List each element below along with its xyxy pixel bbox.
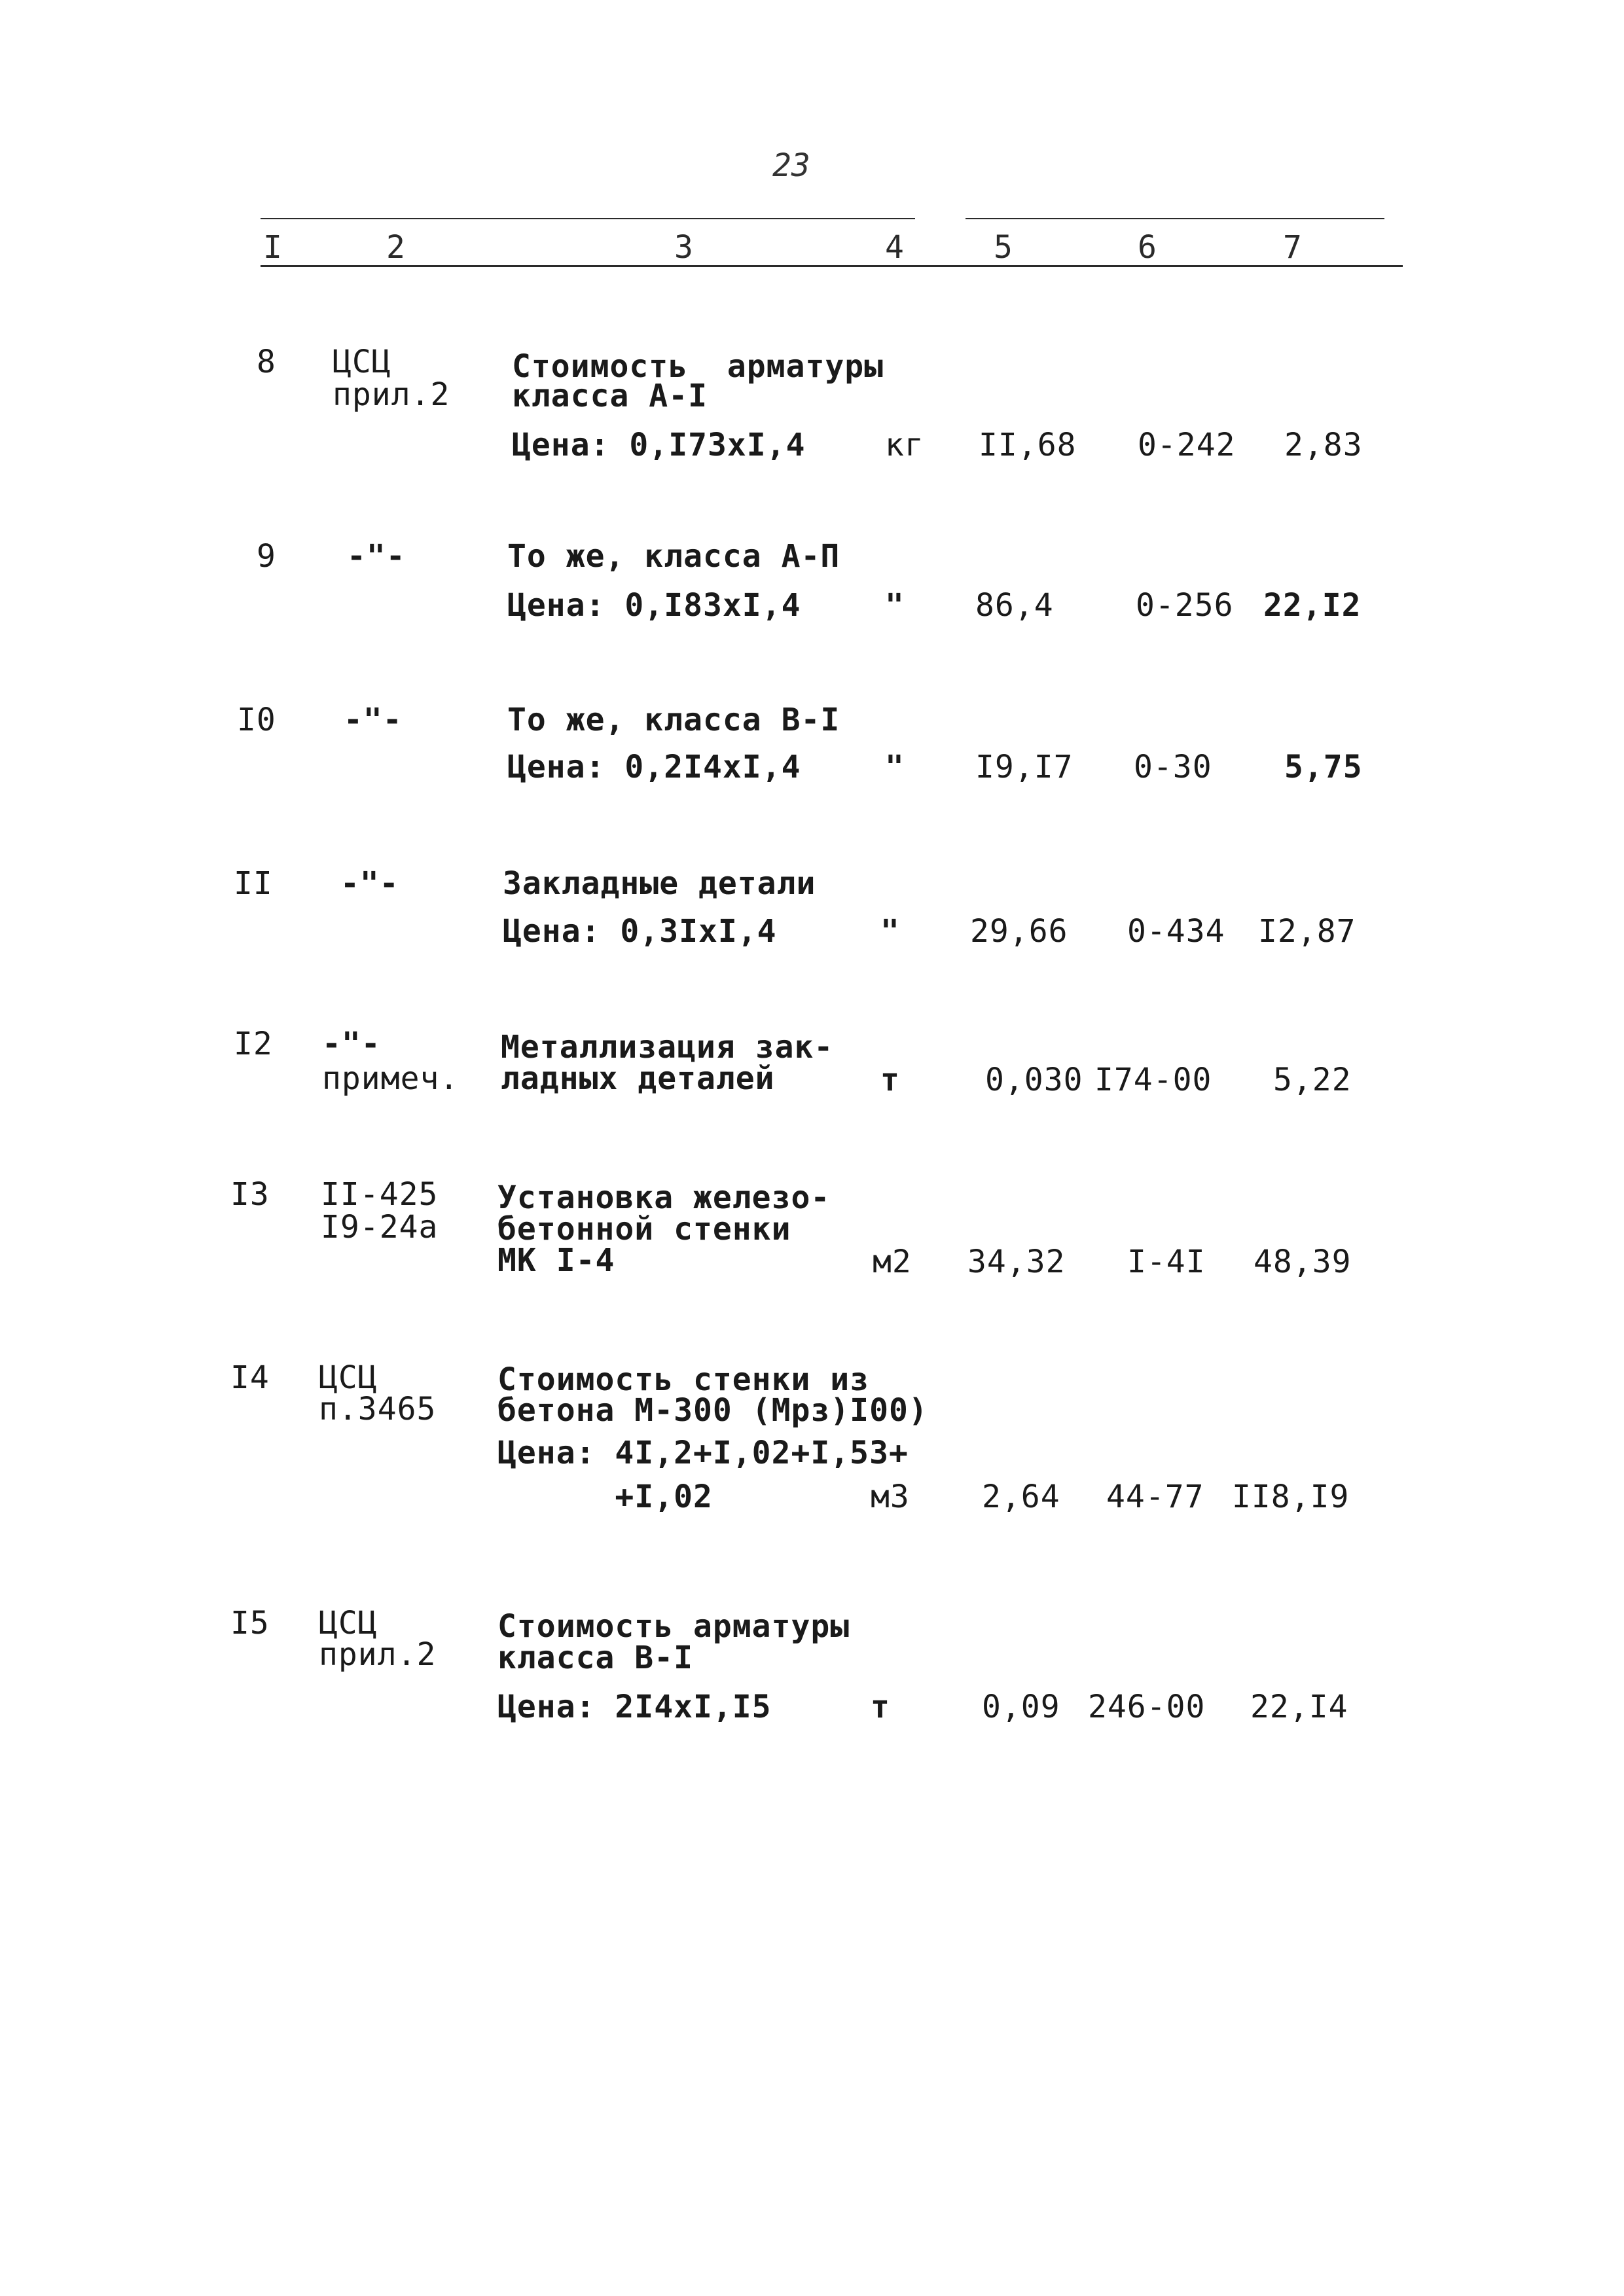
- row-rate: 0-256: [1136, 587, 1234, 624]
- row-number: II: [234, 865, 273, 902]
- row-quantity: 34,32: [967, 1244, 1066, 1280]
- row-rate: 0-30: [1134, 749, 1212, 785]
- row-total: 22,I2: [1263, 587, 1362, 624]
- row-reference: ЦСЦ: [319, 1605, 378, 1641]
- row-reference: примеч.: [322, 1060, 460, 1097]
- row-description: Стоимость стенки из: [497, 1361, 870, 1398]
- row-description: Стоимость арматуры: [512, 348, 884, 385]
- row-description: Установка железо-: [497, 1179, 831, 1216]
- row-total: I2,87: [1258, 913, 1356, 950]
- row-quantity: 2,64: [982, 1479, 1060, 1515]
- row-total: 5,75: [1284, 749, 1363, 785]
- row-description: Закладные детали: [503, 865, 816, 902]
- row-reference: -"-: [344, 702, 403, 738]
- col-head-7: 7: [1283, 229, 1302, 266]
- row-price: Цена: 4I,2+I,02+I,53+: [497, 1435, 909, 1471]
- row-price: +I,02: [497, 1479, 713, 1515]
- row-description: класса В-I: [497, 1640, 693, 1676]
- row-quantity: 86,4: [975, 587, 1054, 624]
- row-description: То же, класса В-I: [507, 702, 840, 738]
- row-description: То же, класса А-П: [507, 538, 840, 575]
- row-reference: ЦСЦ: [319, 1359, 378, 1396]
- row-reference: ЦСЦ: [333, 344, 391, 380]
- row-description: бетонной стенки: [497, 1211, 791, 1247]
- row-unit: м2: [873, 1244, 912, 1280]
- col-head-6: 6: [1138, 229, 1157, 266]
- row-reference: I9-24а: [321, 1209, 439, 1246]
- row-description: бетона М-300 (Мрз)I00): [497, 1392, 928, 1429]
- row-total: 22,I4: [1250, 1689, 1348, 1725]
- row-total: 2,83: [1284, 427, 1363, 463]
- row-rate: I-4I: [1127, 1244, 1206, 1280]
- row-description: класса А-I: [512, 378, 708, 414]
- row-reference: -"-: [322, 1026, 381, 1062]
- row-price: Цена: 0,2I4xI,4: [507, 749, 801, 785]
- row-number: I3: [230, 1176, 270, 1213]
- row-description: ладных деталей: [501, 1060, 775, 1097]
- row-quantity: 29,66: [970, 913, 1068, 950]
- row-unit: кг: [885, 427, 924, 463]
- row-rate: 0-434: [1127, 913, 1225, 950]
- row-price: Цена: 0,I73xI,4: [512, 427, 806, 463]
- row-quantity: 0,030: [985, 1062, 1083, 1098]
- row-price: Цена: 2I4xI,I5: [497, 1689, 772, 1725]
- row-price: Цена: 0,I83xI,4: [507, 587, 801, 624]
- row-number: I4: [230, 1359, 270, 1396]
- row-reference: -"-: [347, 538, 406, 575]
- row-rate: 44-77: [1106, 1479, 1204, 1515]
- row-unit: ": [885, 749, 905, 785]
- row-reference: II-425: [321, 1176, 439, 1213]
- row-unit: ": [885, 587, 905, 624]
- row-quantity: 0,09: [982, 1689, 1060, 1725]
- row-total: 5,22: [1273, 1062, 1352, 1098]
- row-unit: т: [880, 1062, 900, 1098]
- row-quantity: I9,I7: [975, 749, 1074, 785]
- row-rate: 0-242: [1138, 427, 1236, 463]
- row-unit: ": [880, 913, 900, 950]
- row-number: 8: [257, 344, 276, 380]
- row-description: Стоимость арматуры: [497, 1608, 850, 1645]
- row-number: 9: [257, 538, 276, 575]
- row-reference: прил.2: [319, 1636, 437, 1673]
- col-head-2: 2: [386, 229, 405, 266]
- row-number: I2: [234, 1026, 273, 1062]
- row-price: Цена: 0,3IxI,4: [503, 913, 777, 950]
- row-unit: м3: [871, 1479, 910, 1515]
- row-rate: 246-00: [1088, 1689, 1206, 1725]
- col-head-5: 5: [994, 229, 1013, 266]
- row-reference: п.3465: [319, 1391, 437, 1427]
- row-description: МК I-4: [497, 1242, 615, 1279]
- col-head-4: 4: [885, 229, 904, 266]
- row-number: I0: [237, 702, 276, 738]
- row-description: Металлизация зак-: [501, 1029, 834, 1066]
- row-reference: прил.2: [333, 376, 450, 413]
- row-unit: т: [871, 1689, 890, 1725]
- col-head-1: I: [263, 229, 282, 266]
- row-total: II8,I9: [1232, 1479, 1350, 1515]
- col-head-3: 3: [674, 229, 693, 266]
- row-rate: I74-00: [1094, 1062, 1212, 1098]
- row-number: I5: [230, 1605, 270, 1641]
- row-reference: -"-: [340, 865, 399, 902]
- row-quantity: II,68: [979, 427, 1077, 463]
- page-number: 23: [772, 147, 810, 184]
- row-total: 48,39: [1254, 1244, 1352, 1280]
